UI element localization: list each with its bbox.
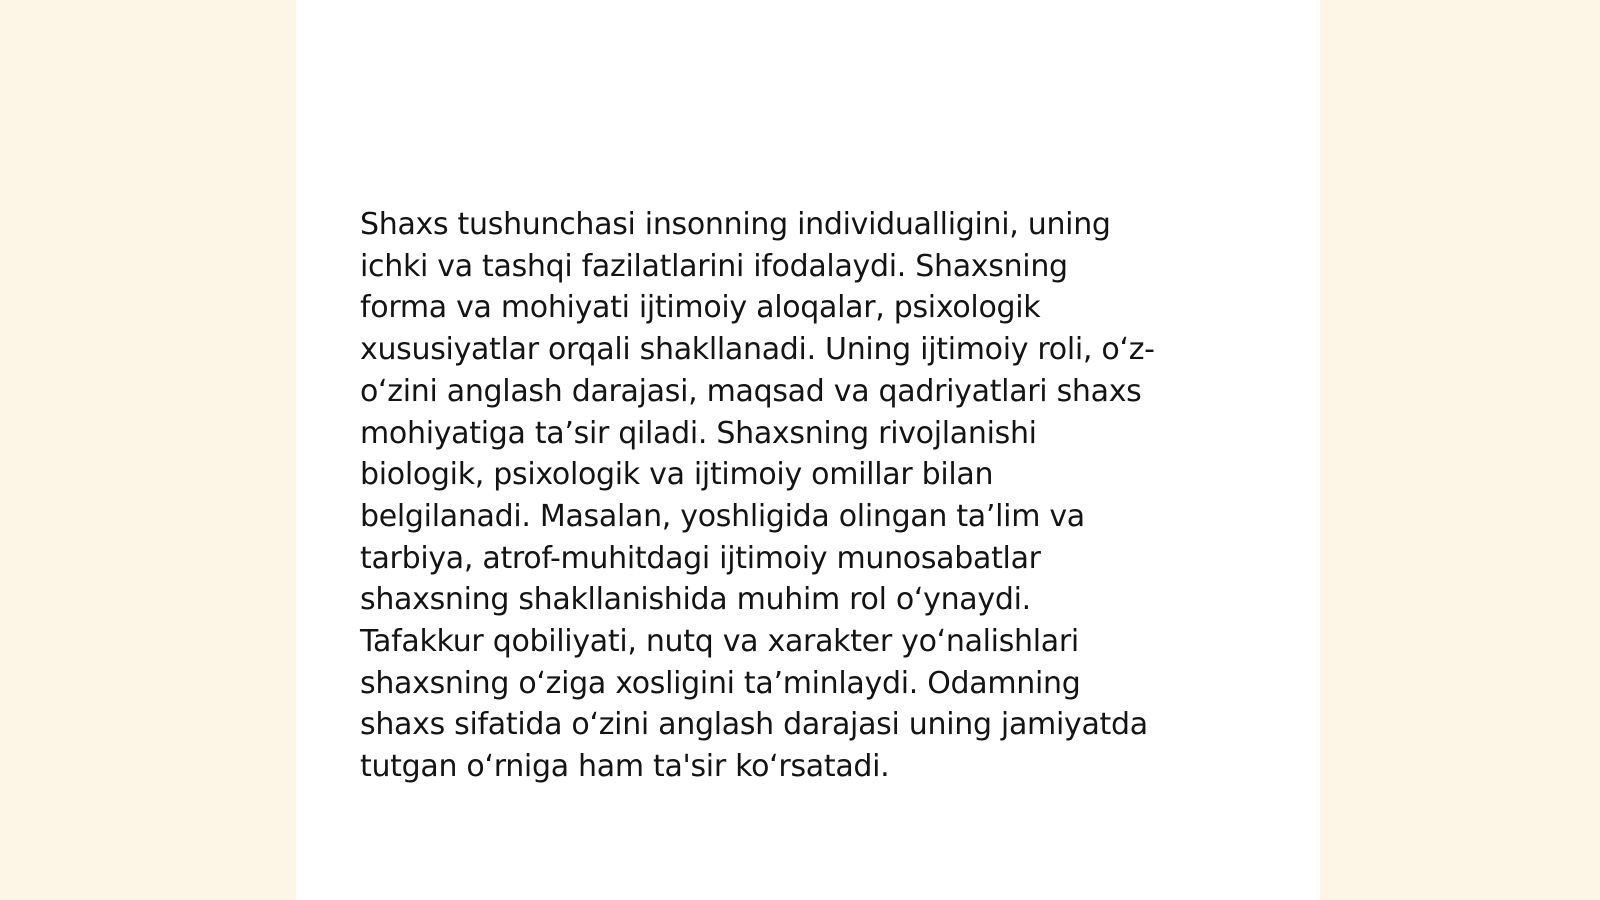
text-line: ichki va tashqi fazilatlarini ifodalaydi. Shaxsning — [360, 248, 1068, 284]
text-line: shaxs sifatida o‘zini anglash darajasi uning jamiyatda — [360, 707, 1148, 743]
text-line: Tafakkur qobiliyati, nutq va xarakter yo‘nalishlari — [360, 624, 1079, 660]
text-line: shaxsning o‘ziga xosligini ta’minlaydi. Odamning — [360, 665, 1081, 701]
text-line: forma va mohiyati ijtimoiy aloqalar, psixologik — [360, 290, 1041, 326]
text-line: xususiyatlar orqali shakllanadi. Uning ijtimoiy roli, o‘z- — [360, 332, 1155, 368]
text-line: tutgan o‘rniga ham ta'sir ko‘rsatadi. — [360, 749, 890, 785]
text-line: Shaxs tushunchasi insonning individualligini, uning — [360, 207, 1111, 242]
text-line: o‘zini anglash darajasi, maqsad va qadriyatlari shaxs — [360, 373, 1142, 409]
slide — [296, 0, 1320, 900]
slide-body-text — [360, 204, 1240, 788]
text-line: biologik, psixologik va ijtimoiy omillar bilan — [360, 457, 994, 493]
text-line: tarbiya, atrof-muhitdagi ijtimoiy munosabatlar — [360, 540, 1041, 576]
text-line: belgilanadi. Masalan, yoshligida olingan ta’lim va — [360, 498, 1085, 534]
text-line: shaxsning shakllanishida muhim rol o‘ynaydi. — [360, 582, 1031, 618]
text-line: mohiyatiga ta’sir qiladi. Shaxsning rivojlanishi — [360, 415, 1037, 451]
